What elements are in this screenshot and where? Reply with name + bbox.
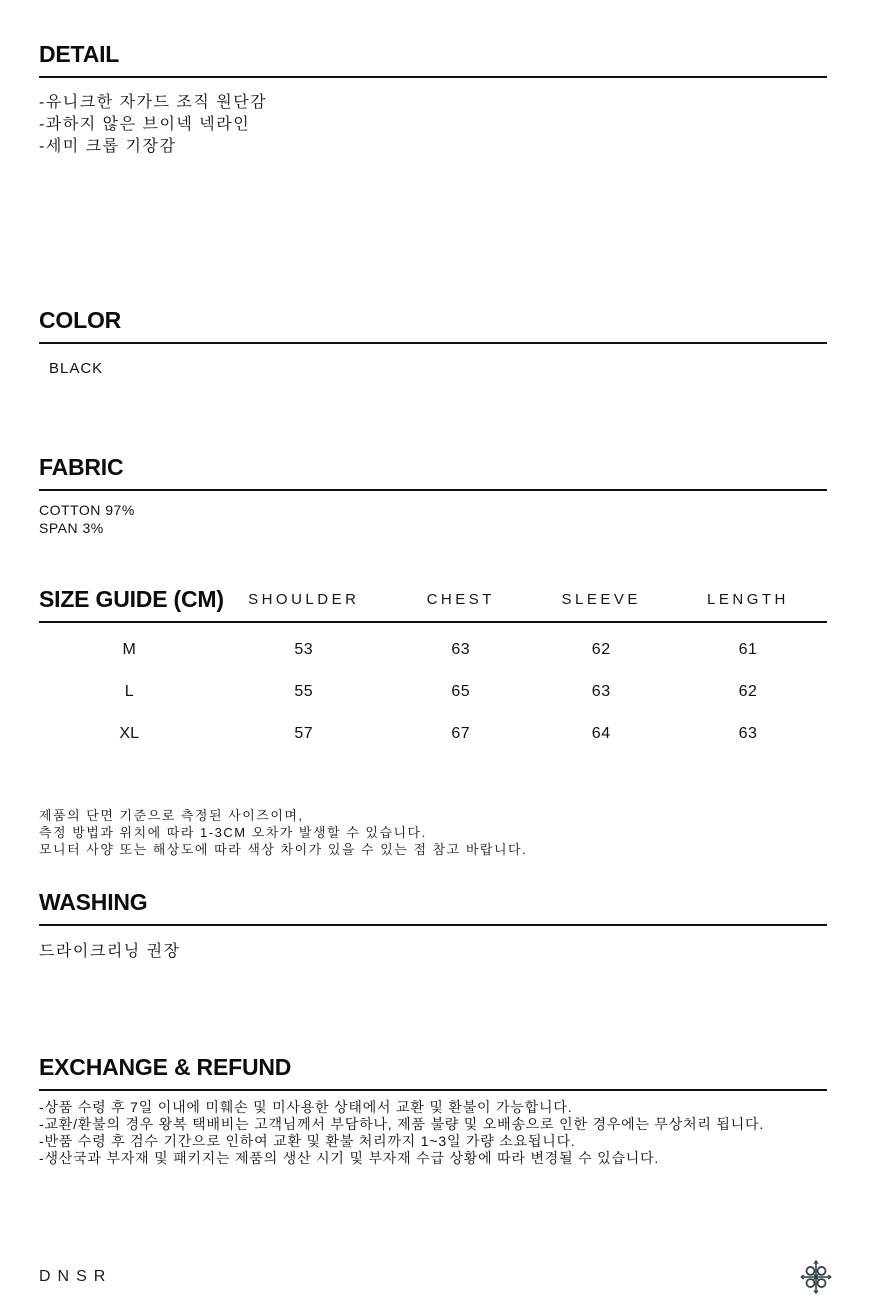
value-cell: 63	[591, 683, 611, 700]
value-cell: 57	[294, 725, 314, 742]
section-washing	[39, 888, 827, 961]
color-heading: COLOR	[39, 307, 122, 333]
size-label: XL	[119, 725, 139, 742]
table-row	[39, 629, 827, 671]
column-header-chest: CHEST	[426, 590, 495, 608]
size-guide-heading: SIZE GUIDE (CM)	[39, 586, 224, 612]
exchange-refund-line: -생산국과 부자재 및 패키지는 제품의 생산 시기 및 부자재 수급 상황에 따라 변경될 수 있습니다.	[39, 1150, 660, 1166]
fabric-heading: FABRIC	[39, 454, 124, 480]
exchange-refund-line: -반품 수령 후 검수 기간으로 인하여 교환 및 환불 처리까지 1~3일 가량 소요됩니다.	[39, 1133, 576, 1149]
fleuron-flower-icon	[799, 1256, 827, 1298]
value-cell: 67	[451, 725, 471, 742]
section-color	[39, 306, 827, 377]
value-cell: 63	[738, 725, 758, 742]
value-cell: 53	[294, 641, 314, 658]
exchange-refund-line: -상품 수령 후 7일 이내에 미훼손 및 미사용한 상태에서 교환 및 환불이 가능합니다.	[39, 1099, 573, 1115]
note-line: 측정 방법과 위치에 따라 1-3CM 오차가 발생할 수 있습니다.	[39, 825, 427, 840]
color-divider	[39, 342, 827, 344]
note-line: 모니터 사양 또는 해상도에 따라 색상 차이가 있을 수 있는 점 참고 바랍니다.	[39, 842, 528, 857]
column-header-sleeve: SLEEVE	[561, 590, 641, 608]
washing-divider	[39, 924, 827, 926]
value-cell: 61	[738, 641, 758, 658]
fabric-text	[39, 501, 827, 537]
detail-text	[39, 92, 827, 158]
washing-text: 드라이크리닝 권장	[39, 943, 181, 960]
fabric-line: SPAN 3%	[39, 520, 104, 536]
value-cell: 62	[738, 683, 758, 700]
detail-line: -세미 크롭 기장감	[39, 138, 177, 155]
color-value: BLACK	[49, 360, 104, 377]
column-header-length: LENGTH	[707, 590, 789, 608]
value-cell: 63	[451, 641, 471, 658]
fabric-divider	[39, 489, 827, 491]
size-label: M	[122, 641, 136, 658]
brand-logo-text: DNSR	[39, 1268, 113, 1285]
detail-line: -유니크한 자가드 조직 원단감	[39, 94, 268, 111]
value-cell: 55	[294, 683, 314, 700]
detail-line: -과하지 않은 브이넥 넥라인	[39, 116, 251, 133]
fabric-line: COTTON 97%	[39, 502, 135, 518]
washing-heading: WASHING	[39, 889, 148, 915]
footer	[39, 1255, 827, 1299]
table-row	[39, 713, 827, 755]
value-cell: 64	[591, 725, 611, 742]
size-guide-table	[39, 629, 827, 755]
detail-divider	[39, 76, 827, 78]
table-row	[39, 671, 827, 713]
value-cell: 62	[591, 641, 611, 658]
size-guide-notes	[39, 807, 827, 858]
note-line: 제품의 단면 기준으로 측정된 사이즈이며,	[39, 808, 304, 823]
section-detail	[39, 40, 827, 158]
value-cell: 65	[451, 683, 471, 700]
size-guide-header-row	[39, 585, 827, 613]
column-header-shoulder: SHOULDER	[248, 590, 360, 608]
size-label: L	[124, 683, 134, 700]
exchange-refund-divider	[39, 1089, 827, 1091]
section-exchange-refund	[39, 1053, 827, 1167]
size-guide-divider	[39, 621, 827, 623]
section-fabric	[39, 453, 827, 537]
exchange-refund-line: -교환/환불의 경우 왕복 택배비는 고객님께서 부담하나, 제품 불량 및 오배송으로 인한 경우에는 무상처리 됩니다.	[39, 1116, 765, 1132]
exchange-refund-text	[39, 1099, 827, 1167]
exchange-refund-heading: EXCHANGE & REFUND	[39, 1054, 292, 1080]
detail-heading: DETAIL	[39, 41, 120, 67]
section-size-guide	[39, 585, 827, 858]
